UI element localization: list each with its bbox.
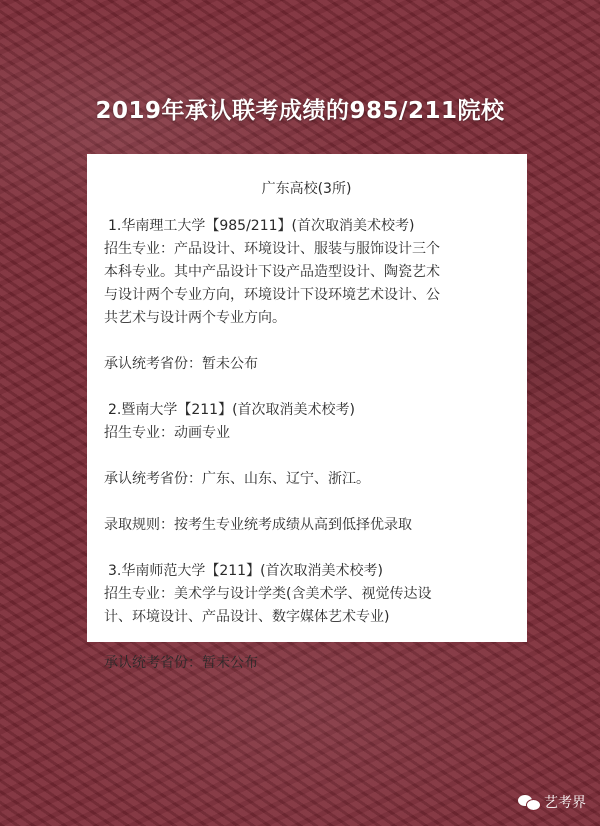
major-line: 招生专业：美术学与设计学类(含美术学、视觉传达设 [104, 586, 432, 602]
major-line: 计、环境设计、产品设计、数字媒体艺术专业) [104, 609, 390, 625]
spacer [104, 491, 509, 514]
spacer [104, 537, 509, 560]
major-line: 与设计两个专业方向，环境设计下设环境艺术设计、公 [104, 287, 440, 303]
watermark [518, 792, 586, 812]
major-line: 招生专业：动画专业 [104, 425, 230, 441]
school-title: 1.华南理工大学【985/211】(首次取消美术校考) [108, 218, 415, 234]
spacer [104, 376, 509, 399]
provinces-line: 承认统考省份：暂未公布 [104, 356, 258, 372]
admission-rule-line: 录取规则：按考生专业统考成绩从高到低择优录取 [104, 517, 412, 533]
wechat-icon [518, 793, 540, 811]
school-section-2 [104, 399, 509, 560]
spacer [104, 445, 509, 468]
page-title: 2019年承认联考成绩的985/211院校 [95, 98, 505, 124]
watermark-label: 艺考界 [544, 795, 586, 811]
provinces-line: 承认统考省份：暂未公布 [104, 655, 258, 671]
school-title: 2.暨南大学【211】(首次取消美术校考) [108, 402, 356, 418]
content-card [87, 154, 527, 671]
major-line: 招生专业：产品设计、环境设计、服装与服饰设计三个 [104, 241, 440, 257]
provinces-line: 承认统考省份：广东、山东、辽宁、浙江。 [104, 471, 370, 487]
school-title: 3.华南师范大学【211】(首次取消美术校考) [108, 563, 384, 579]
school-section-3 [104, 560, 509, 675]
major-line: 本科专业。其中产品设计下设产品造型设计、陶瓷艺术 [104, 264, 440, 280]
spacer [104, 330, 509, 353]
major-line: 共艺术与设计两个专业方向。 [104, 310, 286, 326]
spacer [104, 629, 509, 652]
card-heading: 广东高校(3所) [261, 181, 352, 197]
school-section-1 [104, 215, 509, 399]
